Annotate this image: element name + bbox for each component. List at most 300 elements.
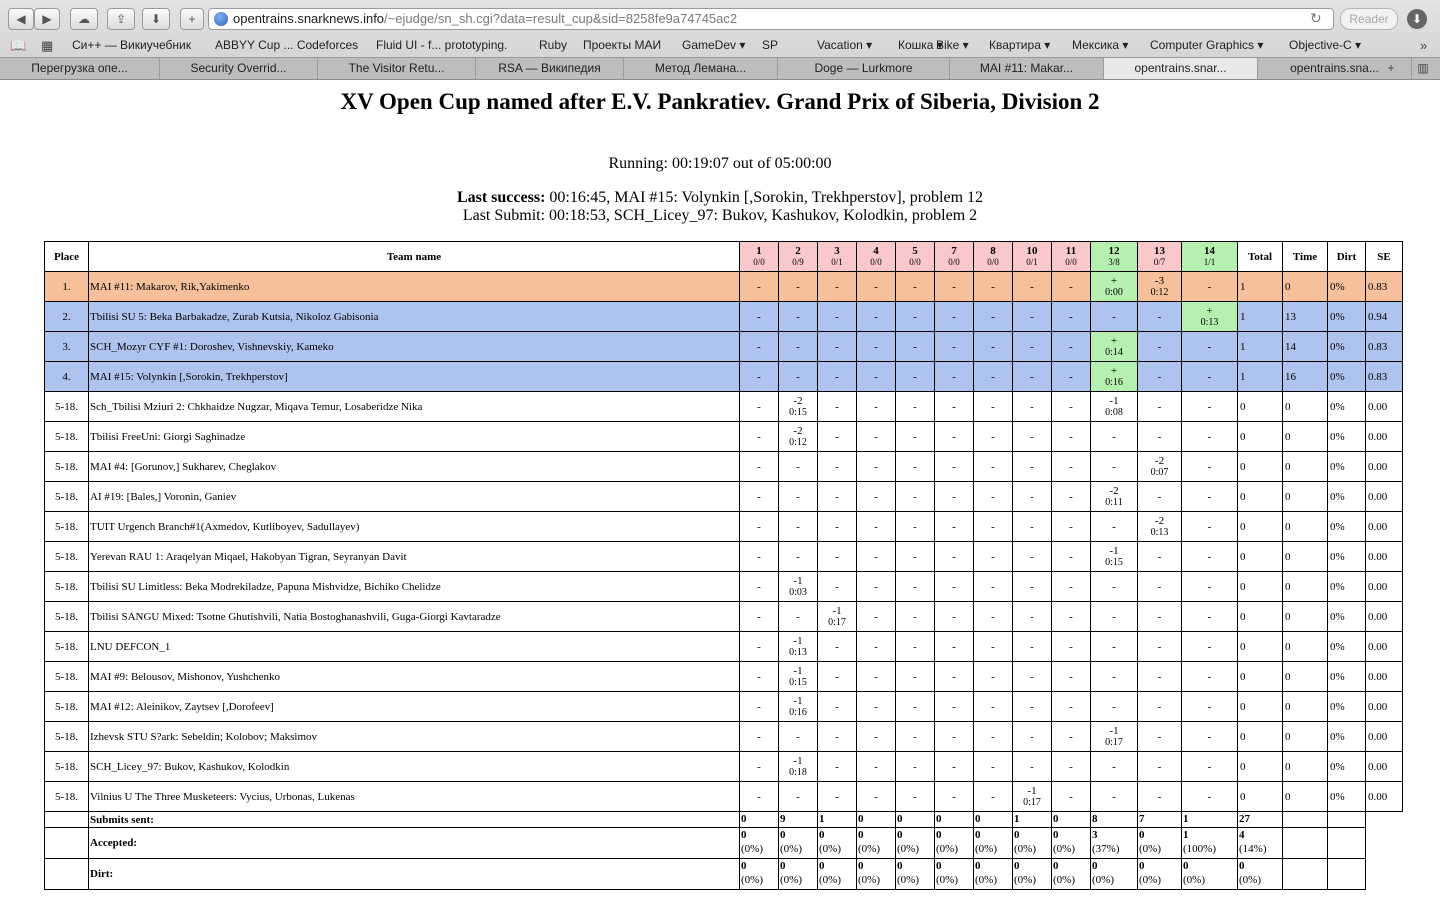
blank-cell [1283, 812, 1328, 828]
problem-cell-14: - [1182, 692, 1238, 722]
header-problem-1[interactable] [740, 242, 779, 272]
team-name[interactable]: Vilnius U The Three Musketeers: Vycius, Urbonas, Lukenas [89, 782, 740, 812]
problem-cell-3: - [818, 632, 857, 662]
team-name[interactable]: Sch_Tbilisi Mziuri 2: Chkhaidze Nugzar, Miqava Temur, Losaberidze Nika [89, 392, 740, 422]
dirt-row [45, 859, 1403, 890]
browser-tab[interactable]: The Visitor Retu... [318, 58, 476, 79]
count: 0 [1053, 860, 1059, 872]
count: 0 [936, 860, 942, 872]
place-cell: 5-18. [45, 572, 89, 602]
problem-cell-8: - [974, 692, 1013, 722]
attempts: -1 [793, 634, 803, 647]
percent: (0%) [975, 843, 997, 855]
problem-cell-8: - [974, 512, 1013, 542]
count: 0 [1239, 860, 1245, 872]
problem-cell-3: - [818, 512, 857, 542]
submits-row-value: 7 [1138, 812, 1182, 828]
problem-cell-10: - [1013, 482, 1052, 512]
problem-cell-11: - [1052, 782, 1091, 812]
problem-stats: 0/1 [831, 256, 843, 267]
browser-tab[interactable]: Security Overrid... [160, 58, 318, 79]
submits-row-label: Submits sent: [89, 812, 740, 828]
browser-toolbar [0, 0, 1440, 36]
header-problem-8[interactable] [974, 242, 1013, 272]
bookmark-item[interactable]: ABBYY Cup ... Codeforces [215, 38, 359, 52]
problem-cell-2 [779, 392, 818, 422]
accepted-row-value [1052, 828, 1091, 859]
header-problem-13[interactable] [1138, 242, 1182, 272]
submits-row-value: 1 [1013, 812, 1052, 828]
add-tab-icon[interactable]: + [1387, 61, 1395, 75]
last-info [0, 189, 1440, 225]
bookmark-item[interactable]: Fluid UI - f... prototyping. [376, 38, 508, 52]
problem-cell-3: - [818, 422, 857, 452]
bookmark-item[interactable]: Computer Graphics ▾ [1150, 38, 1264, 52]
problem-cell-13: - [1138, 722, 1182, 752]
browser-tab[interactable]: opentrains.sna... [1258, 58, 1412, 79]
table-row [45, 302, 1403, 332]
problem-cell-2: - [779, 272, 818, 302]
bookmark-item[interactable]: Мексика ▾ [1072, 38, 1129, 52]
submit-time: 0:00 [1105, 286, 1123, 298]
problem-cell-11: - [1052, 272, 1091, 302]
problem-cell-11: - [1052, 362, 1091, 392]
problem-cell-13: - [1138, 782, 1182, 812]
team-name[interactable]: Izhevsk STU S?ark: Sebeldin; Kolobov; Maksimov [89, 722, 740, 752]
problem-number: 4 [873, 244, 879, 257]
problem-cell-10: - [1013, 632, 1052, 662]
time-cell: 0 [1283, 632, 1328, 662]
table-row [45, 272, 1403, 302]
place-cell: 5-18. [45, 512, 89, 542]
count: 0 [741, 829, 747, 841]
header-se: SE [1366, 242, 1403, 272]
submit-time: 0:11 [1105, 496, 1123, 508]
se-cell: 0.00 [1366, 392, 1403, 422]
header-time: Time [1283, 242, 1328, 272]
percent: (0%) [1053, 874, 1075, 886]
problem-cell-3 [818, 602, 857, 632]
problem-cell-5: - [896, 512, 935, 542]
table-row [45, 362, 1403, 392]
time-cell: 0 [1283, 272, 1328, 302]
submits-row [45, 812, 1403, 828]
problem-cell-11: - [1052, 722, 1091, 752]
browser-tab[interactable]: RSA — Википедия [476, 58, 624, 79]
submit-time: 0:17 [1023, 796, 1041, 808]
percent: (37%) [1092, 843, 1120, 855]
table-row [45, 692, 1403, 722]
problem-cell-1: - [740, 572, 779, 602]
problem-cell-12: - [1091, 302, 1138, 332]
problem-cell-5: - [896, 782, 935, 812]
problem-stats: 0/0 [987, 256, 999, 267]
browser-tab[interactable]: Doge — Lurkmore [778, 58, 950, 79]
problem-cell-3: - [818, 722, 857, 752]
dirt-row-value [740, 859, 779, 890]
bookmark-item[interactable]: Objective-C ▾ [1289, 38, 1362, 52]
team-name[interactable]: LNU DEFCON_1 [89, 632, 740, 662]
problem-cell-14: - [1182, 272, 1238, 302]
problem-cell-2: - [779, 782, 818, 812]
submit-time: 0:12 [789, 436, 807, 448]
count: 0 [819, 829, 825, 841]
se-cell: 0.00 [1366, 452, 1403, 482]
problem-cell-3: - [818, 542, 857, 572]
count: 0 [1183, 860, 1189, 872]
share-button[interactable]: ⇪ [107, 8, 135, 30]
percent: (0%) [819, 843, 841, 855]
submit-time: 0:16 [789, 706, 807, 718]
total-cell: 0 [1238, 422, 1283, 452]
bookmark-item[interactable]: Ruby [539, 38, 568, 52]
header-problem-3[interactable] [818, 242, 857, 272]
attempts: -1 [1109, 724, 1119, 737]
problem-cell-12: - [1091, 602, 1138, 632]
problem-cell-7: - [935, 422, 974, 452]
attempts: -1 [793, 664, 803, 677]
problem-cell-2: - [779, 722, 818, 752]
downloads-icon[interactable]: ⬇ [1407, 9, 1427, 29]
header-problem-11[interactable] [1052, 242, 1091, 272]
blank-cell [1366, 859, 1403, 890]
problem-cell-5: - [896, 422, 935, 452]
team-name[interactable]: MAI #15: Volynkin [,Sorokin, Trekhperstov] [89, 362, 740, 392]
total-cell: 1 [1238, 302, 1283, 332]
bookmark-item[interactable]: Кошка ▾ [898, 38, 943, 52]
submits-row-value: 27 [1238, 812, 1283, 828]
dirt-cell: 0% [1328, 332, 1366, 362]
problem-cell-1: - [740, 752, 779, 782]
total-cell: 0 [1238, 782, 1283, 812]
problem-number: 2 [795, 244, 801, 257]
table-row [45, 542, 1403, 572]
team-name[interactable]: MAI #9: Belousov, Mishonov, Yushchenko [89, 662, 740, 692]
problem-number: 7 [951, 244, 957, 257]
time-cell: 0 [1283, 512, 1328, 542]
problem-stats: 0/0 [909, 256, 921, 267]
submits-row-value: 9 [779, 812, 818, 828]
problem-cell-13: - [1138, 572, 1182, 602]
problem-cell-5: - [896, 692, 935, 722]
se-cell: 0.00 [1366, 782, 1403, 812]
submits-row-value: 0 [740, 812, 779, 828]
problem-cell-4: - [857, 542, 896, 572]
team-name[interactable]: Tbilisi SU 5: Beka Barbakadze, Zurab Kutsia, Nikoloz Gabisonia [89, 302, 740, 332]
time-cell: 0 [1283, 692, 1328, 722]
bookmark-item[interactable]: Си++ — Викиучебник [72, 38, 191, 52]
problem-cell-4: - [857, 632, 896, 662]
submits-row-value: 1 [818, 812, 857, 828]
browser-tab[interactable]: opentrains.snar... [1104, 58, 1258, 79]
problem-cell-7: - [935, 362, 974, 392]
dirt-cell: 0% [1328, 602, 1366, 632]
accepted-row-label: Accepted: [89, 828, 740, 859]
team-name[interactable]: Tbilisi SU Limitless: Beka Modrekiladze, Papuna Mishvidze, Bichiko Chelidze [89, 572, 740, 602]
bookmarks-bar [0, 36, 1440, 56]
percent: (0%) [819, 874, 841, 886]
percent: (0%) [858, 874, 880, 886]
se-cell: 0.00 [1366, 542, 1403, 572]
dirt-row-value [1013, 859, 1052, 890]
se-cell: 0.00 [1366, 752, 1403, 782]
team-name[interactable]: MAI #11: Makarov, Rik,Yakimenko [89, 272, 740, 302]
problem-cell-2: - [779, 302, 818, 332]
count: 0 [1139, 860, 1145, 872]
problem-cell-3: - [818, 752, 857, 782]
problem-cell-7: - [935, 662, 974, 692]
total-cell: 0 [1238, 452, 1283, 482]
total-cell: 0 [1238, 392, 1283, 422]
total-cell: 0 [1238, 752, 1283, 782]
last-success-text: 00:16:45, MAI #15: Volynkin [,Sorokin, Trekhperstov], problem 12 [545, 189, 984, 206]
problem-cell-10: - [1013, 422, 1052, 452]
problem-cell-1: - [740, 272, 779, 302]
problem-cell-4: - [857, 332, 896, 362]
problem-cell-11: - [1052, 602, 1091, 632]
problem-cell-12 [1091, 722, 1138, 752]
problem-cell-10: - [1013, 542, 1052, 572]
team-name[interactable]: Yerevan RAU 1: Araqelyan Miqael, Hakobyan Tigran, Seyranyan Davit [89, 542, 740, 572]
total-cell: 0 [1238, 722, 1283, 752]
url-path: /~ejudge/sn_sh.cgi?data=result_cup&sid=8258fe9a74745ac2 [384, 11, 738, 26]
problem-cell-3: - [818, 452, 857, 482]
se-cell: 0.83 [1366, 362, 1403, 392]
header-problem-12[interactable] [1091, 242, 1138, 272]
problem-cell-4: - [857, 602, 896, 632]
reader-button[interactable]: Reader [1340, 8, 1398, 30]
new-tab-button[interactable]: + [180, 8, 204, 30]
problem-stats: 1/1 [1203, 256, 1216, 267]
team-name[interactable]: MAI #4: [Gorunov,] Sukharev, Cheglakov [89, 452, 740, 482]
problem-cell-5: - [896, 662, 935, 692]
problem-cell-11: - [1052, 422, 1091, 452]
problem-cell-2 [779, 422, 818, 452]
problem-cell-10: - [1013, 332, 1052, 362]
problem-cell-7: - [935, 392, 974, 422]
last-success-label: Last success: [456, 189, 546, 206]
bookmark-item[interactable]: Квартира ▾ [989, 38, 1051, 52]
problem-number: 3 [834, 244, 840, 257]
se-cell: 0.00 [1366, 632, 1403, 662]
problem-cell-2: - [779, 332, 818, 362]
address-bar[interactable] [208, 8, 1334, 30]
problem-cell-4: - [857, 692, 896, 722]
dirt-row-value [1238, 859, 1283, 890]
se-cell: 0.00 [1366, 662, 1403, 692]
total-cell: 0 [1238, 602, 1283, 632]
problem-cell-4: - [857, 422, 896, 452]
time-cell: 0 [1283, 782, 1328, 812]
problem-cell-3: - [818, 482, 857, 512]
count: 0 [858, 860, 864, 872]
problem-cell-12: - [1091, 692, 1138, 722]
header-problem-2[interactable] [779, 242, 818, 272]
reading-list-icon[interactable]: 📖 [10, 38, 27, 53]
percent: (0%) [858, 843, 880, 855]
problem-cell-2 [779, 572, 818, 602]
blank-cell [45, 812, 89, 828]
problem-cell-12 [1091, 482, 1138, 512]
pocket-button[interactable]: ⬇ [142, 8, 170, 30]
percent: (0%) [1183, 874, 1205, 886]
problem-cell-1: - [740, 602, 779, 632]
dirt-row-label: Dirt: [89, 859, 740, 890]
submit-time: 0:15 [1105, 556, 1123, 568]
problem-cell-5: - [896, 572, 935, 602]
attempts: -1 [1027, 784, 1037, 797]
dirt-cell: 0% [1328, 692, 1366, 722]
se-cell: 0.00 [1366, 692, 1403, 722]
count: 0 [819, 860, 825, 872]
problem-cell-1: - [740, 662, 779, 692]
last-success [0, 189, 1440, 207]
problem-cell-8: - [974, 542, 1013, 572]
problem-cell-1: - [740, 302, 779, 332]
header-problem-10[interactable] [1013, 242, 1052, 272]
total-cell: 0 [1238, 662, 1283, 692]
page-title: XV Open Cup named after E.V. Pankratiev. Grand Prix of Siberia, Division 2 [340, 89, 1100, 114]
submit-time: 0:13 [1150, 526, 1169, 538]
problem-cell-5: - [896, 332, 935, 362]
team-name[interactable]: MAI #12: Aleinikov, Zaytsev [,Dorofeev] [89, 692, 740, 722]
bookmark-item[interactable]: Проекты МАИ [583, 38, 662, 52]
problem-cell-13 [1138, 272, 1182, 302]
submits-row-value: 0 [974, 812, 1013, 828]
problem-cell-13: - [1138, 602, 1182, 632]
problem-cell-1: - [740, 452, 779, 482]
problem-cell-2 [779, 662, 818, 692]
problem-cell-10: - [1013, 452, 1052, 482]
accepted-row-value [818, 828, 857, 859]
bookmark-item[interactable]: Vacation ▾ [817, 38, 873, 52]
percent: (0%) [1053, 843, 1075, 855]
bookmark-item[interactable]: Bike ▾ [936, 38, 969, 52]
header-problem-7[interactable] [935, 242, 974, 272]
problem-cell-7: - [935, 782, 974, 812]
problem-cell-4: - [857, 512, 896, 542]
problem-cell-10: - [1013, 662, 1052, 692]
header-problem-4[interactable] [857, 242, 896, 272]
percent: (0%) [1014, 874, 1036, 886]
problem-cell-12: - [1091, 782, 1138, 812]
problem-cell-7: - [935, 602, 974, 632]
time-cell: 0 [1283, 452, 1328, 482]
problem-cell-14: - [1182, 482, 1238, 512]
attempts: -2 [1109, 484, 1119, 497]
percent: (0%) [1092, 874, 1114, 886]
browser-tab[interactable]: Перегрузка опе... [0, 58, 160, 79]
dirt-cell: 0% [1328, 482, 1366, 512]
forward-button[interactable]: ▶ [34, 8, 60, 30]
submit-time: 0:14 [1105, 346, 1123, 358]
header-problem-5[interactable] [896, 242, 935, 272]
browser-tab[interactable]: MAI #11: Makar... [950, 58, 1104, 79]
header-problem-14[interactable] [1182, 242, 1238, 272]
team-name[interactable]: SCH_Mozyr CYF #1: Doroshev, Vishnevskiy, Kameko [89, 332, 740, 362]
problem-cell-14: - [1182, 722, 1238, 752]
top-sites-icon[interactable]: ▦ [41, 38, 54, 53]
problem-cell-14: - [1182, 422, 1238, 452]
time-cell: 0 [1283, 542, 1328, 572]
problem-cell-14: - [1182, 572, 1238, 602]
more-bookmarks-icon[interactable]: » [1420, 38, 1428, 53]
problem-cell-13: - [1138, 752, 1182, 782]
place-cell: 5-18. [45, 692, 89, 722]
problem-cell-8: - [974, 572, 1013, 602]
team-name[interactable]: TUIT Urgench Branch#1(Axmedov, Kutliboyev, Sadullayev) [89, 512, 740, 542]
submit-time: 0:12 [1150, 286, 1169, 298]
team-name[interactable]: SCH_Licey_97: Bukov, Kashukov, Kolodkin [89, 752, 740, 782]
problem-cell-11: - [1052, 452, 1091, 482]
problem-cell-7: - [935, 452, 974, 482]
place-cell: 5-18. [45, 782, 89, 812]
problem-cell-12: - [1091, 452, 1138, 482]
problem-stats: 0/0 [753, 256, 765, 267]
tab-overview-icon[interactable]: ▥ [1417, 61, 1429, 75]
total-cell: 0 [1238, 512, 1283, 542]
accepted-row-value [896, 828, 935, 859]
problem-cell-11: - [1052, 392, 1091, 422]
time-cell: 13 [1283, 302, 1328, 332]
icloud-tabs-button[interactable]: ☁ [70, 8, 98, 30]
count: 0 [897, 829, 903, 841]
attempts: -1 [1109, 394, 1119, 407]
problem-cell-7: - [935, 512, 974, 542]
place-cell: 5-18. [45, 482, 89, 512]
time-cell: 0 [1283, 392, 1328, 422]
reload-icon[interactable]: ↻ [1310, 10, 1322, 26]
place-cell: 4. [45, 362, 89, 392]
count: 0 [858, 829, 864, 841]
problem-stats: 0/9 [792, 256, 804, 267]
back-button[interactable]: ◀ [8, 8, 34, 30]
problem-stats: 0/1 [1026, 256, 1038, 267]
team-name[interactable]: Tbilisi FreeUni: Giorgi Saghinadze [89, 422, 740, 452]
bookmark-item[interactable]: SP [762, 38, 779, 52]
problem-cell-14: - [1182, 452, 1238, 482]
problem-cell-10: - [1013, 512, 1052, 542]
browser-tab[interactable]: Метод Лемана... [624, 58, 778, 79]
count: 0 [975, 860, 981, 872]
problem-cell-10: - [1013, 692, 1052, 722]
bookmark-item[interactable]: GameDev ▾ [682, 38, 746, 52]
dirt-row-value [1052, 859, 1091, 890]
header-row [45, 242, 1403, 272]
problem-cell-10 [1013, 782, 1052, 812]
percent: (0%) [897, 874, 919, 886]
team-name[interactable]: Tbilisi SANGU Mixed: Tsotne Ghutishvili, Natia Bostoghanashvili, Guga-Giorgi Kavtaradze [89, 602, 740, 632]
header-team: Team name [89, 242, 740, 272]
total-cell: 1 [1238, 272, 1283, 302]
total-cell: 0 [1238, 482, 1283, 512]
problem-cell-1: - [740, 332, 779, 362]
place-cell: 5-18. [45, 722, 89, 752]
place-cell: 5-18. [45, 452, 89, 482]
problem-cell-11: - [1052, 542, 1091, 572]
table-row [45, 452, 1403, 482]
problem-cell-10: - [1013, 392, 1052, 422]
problem-cell-12: - [1091, 632, 1138, 662]
dirt-row-value [1138, 859, 1182, 890]
table-row [45, 632, 1403, 662]
problem-cell-11: - [1052, 332, 1091, 362]
dirt-row-value [818, 859, 857, 890]
team-name[interactable]: AI #19: [Bales,] Voronin, Ganiev [89, 482, 740, 512]
attempts: + [1110, 364, 1118, 377]
problem-cell-13: - [1138, 692, 1182, 722]
dirt-cell: 0% [1328, 272, 1366, 302]
